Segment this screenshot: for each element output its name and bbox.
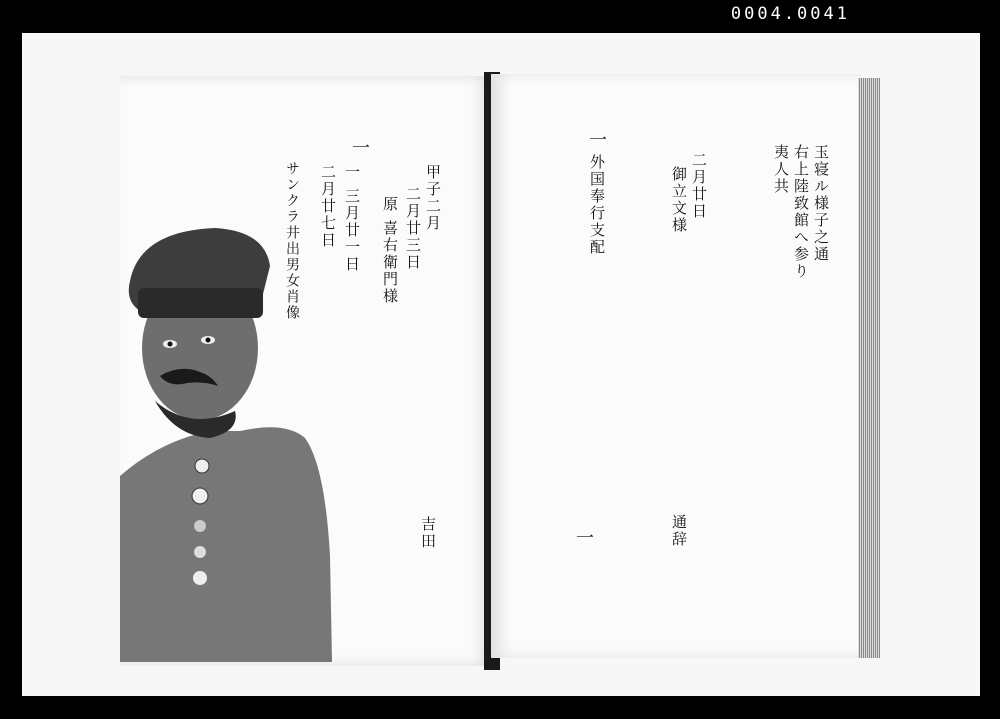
portrait-caption: サンクラ井出男女肖像 (284, 161, 300, 321)
left-line-5: 二月廿七日 (319, 164, 337, 249)
left-page (120, 76, 492, 666)
open-book (120, 72, 880, 670)
right-line-7: 通辞 (670, 514, 688, 548)
left-line-2: 二月廿三日 (404, 186, 422, 271)
page-edges (858, 78, 880, 658)
left-line-4: 一 三月廿一日 (343, 164, 361, 273)
portrait-illustration (120, 226, 332, 662)
left-line-3: 原 喜右衛門様 (381, 196, 399, 305)
right-bullet-2: 一 (576, 528, 594, 549)
right-line-1: 玉寝ル様子之通 (812, 144, 830, 263)
frame-id: 0004.0041 (730, 4, 850, 24)
left-signature: 吉田 (419, 516, 437, 550)
left-line-1: 甲子二月 (424, 164, 442, 232)
right-line-2: 右上陸致館へ参り (792, 144, 810, 280)
right-line-3: 夷人共 (772, 144, 790, 195)
right-line-4: 二月廿日 (690, 152, 708, 220)
left-bullet: 一 (352, 138, 370, 159)
right-line-6: 外国奉行支配 (588, 154, 606, 256)
right-page (491, 74, 861, 658)
right-line-5: 御立文様 (670, 166, 688, 234)
right-bullet-1: 一 (589, 130, 607, 151)
